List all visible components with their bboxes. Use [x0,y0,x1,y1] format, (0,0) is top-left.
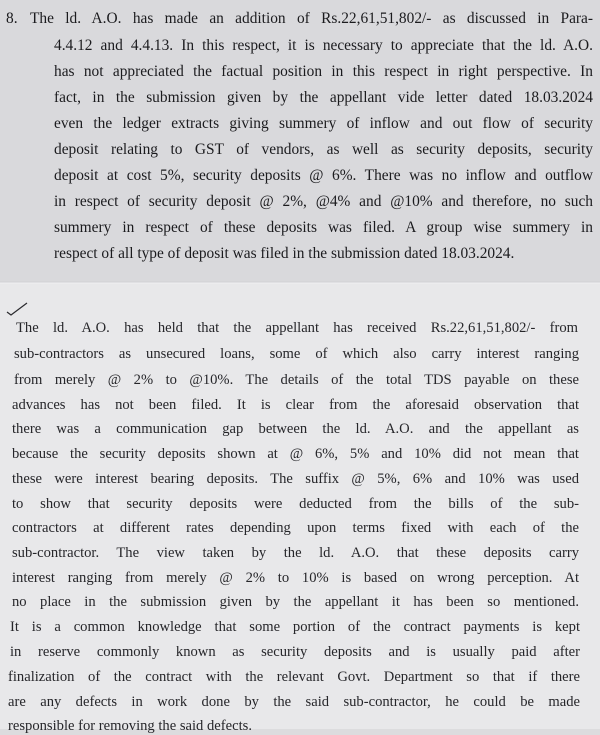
para2-line: interest ranging from merely @ 2% to 10% is based on wrong perception. At [12,570,579,586]
para1-line: 4.4.12 and 4.4.13. In this respect, it is necessary to appreciate that the ld. A.O. [54,37,593,54]
para1-line: summery in respect of these deposits was filed. A group wise summery in [54,219,593,236]
para2-line: are any defects in work done by the said sub-contractor, he could be made [8,694,580,710]
para2-line: to show that security deposits were deducted from the bills of the sub- [12,496,579,512]
paragraph-number: 8. [6,10,18,27]
para2-line: It is a common knowledge that some portion of the contract payments is kept [10,619,580,635]
para1-line: deposit relating to GST of vendors, as well as security deposits, security [54,141,593,158]
para2-line: in reserve commonly known as security deposits and is usually paid after [10,644,580,660]
para2-line: advances has not been filed. It is clear from the aforesaid observation that [12,397,579,413]
checkmark-icon [6,302,28,316]
para2-line: responsible for removing the said defects. [8,718,252,734]
para2-line: contractors at different rates depending upon terms fixed with each of the [12,520,579,536]
para2-line: there was a communication gap between the ld. A.O. and the appellant as [12,421,579,437]
para1-line: even the ledger extracts giving summery of inflow and out flow of security [54,115,593,132]
para1-line: The ld. A.O. has made an addition of Rs.22,61,51,802/- as discussed in Para- [30,10,593,27]
para2-line: from merely @ 2% to @10%. The details of the total TDS payable on these [14,372,579,388]
page-seam-divider [0,281,600,284]
para2-line: these were interest bearing deposits. The suffix @ 5%, 6% and 10% was used [12,471,579,487]
para1-line: deposit at cost 5%, security deposits @ 6%. There was no inflow and outflow [54,167,593,184]
para1-line: in respect of security deposit @ 2%, @4% and @10% and therefore, no such [54,193,593,210]
para1-line: has not appreciated the factual position in this respect in right perspective. In [54,63,593,80]
para2-line: finalization of the contract with the relevant Govt. Department so that if there [8,669,580,685]
para2-line: because the security deposits shown at @ 6%, 5% and 10% did not mean that [12,446,579,462]
para2-line: The ld. A.O. has held that the appellant has received Rs.22,61,51,802/- from [16,320,578,336]
para1-line: fact, in the submission given by the appellant vide letter dated 18.03.2024 [54,89,593,106]
para1-line: respect of all type of deposit was filed in the submission dated 18.03.2024. [54,245,515,262]
para2-line: sub-contractor. The view taken by the ld. A.O. that these deposits carry [12,545,579,561]
para2-line: sub-contractors as unsecured loans, some of which also carry interest ranging [14,346,579,362]
para2-line: no place in the submission given by the appellant it has been so mentioned. [12,594,579,610]
